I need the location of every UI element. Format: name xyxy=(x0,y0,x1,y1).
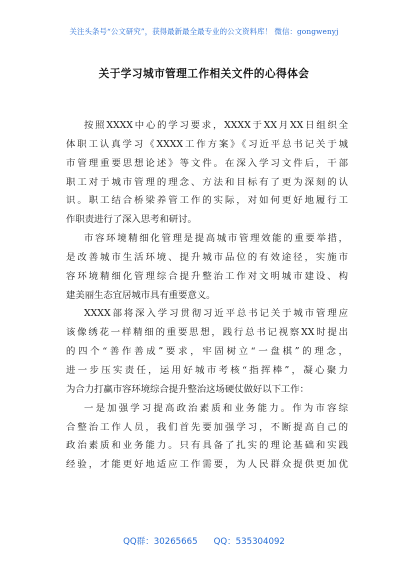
body-line: 政治素质和业务能力。只有具备了扎实的理论基础和实践 xyxy=(66,440,348,452)
body-line: 一是加强学习提高政治素质和业务能力。作为市容综 xyxy=(84,402,348,414)
body-line: 体职工认真学习《XXXX工作方案》《习近平总书记关于城 xyxy=(66,138,348,150)
body-line: 经验，才能更好地适应工作需要，为人民群众提供更加优 xyxy=(66,459,348,471)
body-line: 合整治工作人员，我们首先要加强学习，不断提高自己的 xyxy=(66,421,348,433)
header-banner: 关注头条号“公文研究”，获得最新最全最专业的公文资料库！ 微信：gongwenyj xyxy=(69,27,339,36)
document-title: 关于学习城市管理工作相关文件的心得体会 xyxy=(98,68,310,80)
body-line: 识。职工结合桥梁养管工作的实际，对如何更好地履行工 xyxy=(66,195,348,207)
body-line: 按照XXXX中心的学习要求，XXXX于XX月XX日组织全 xyxy=(84,120,348,131)
body-line: 职工对于城市管理的理念、方法和目标有了更为深刻的认 xyxy=(66,176,348,188)
body-line: 为合力打赢市容环境综合提升整治这场硬仗做好以下工作： xyxy=(66,383,309,395)
footer-contact xyxy=(0,535,408,547)
body-line: 的四个“善作善成”要求，牢固树立“一盘棋”的理念， xyxy=(66,346,348,358)
body-line: 市管理重要思想论述》等文件。在深入学习文件后，干部 xyxy=(66,157,348,169)
footer-qq-number: QQ：535304092 xyxy=(213,537,285,547)
body-line: XXXX部将深入学习贯彻习近平总书记关于城市管理应 xyxy=(84,308,348,320)
footer-qq-group: QQ群：30265665 xyxy=(123,537,198,547)
body-line: 进一步压实责任，运用好城市考核“指挥棒”，凝心聚力 xyxy=(66,364,348,376)
body-line: 该像绣花一样精细的重要思想，践行总书记视察XX时提出 xyxy=(66,327,348,339)
body-line: 建美丽生态宜居城市具有重要意义。 xyxy=(66,289,216,301)
document-body xyxy=(66,117,348,475)
body-line: 市容环境精细化管理是提高城市管理效能的重要举措， xyxy=(84,233,348,245)
body-line: 是改善城市生活环境、提升城市品位的有效途径，实施市 xyxy=(66,251,348,263)
body-line: 容环境精细化管理综合提升整治工作对文明城市建设、构 xyxy=(66,270,348,282)
body-line: 作职责进行了深入思考和研讨。 xyxy=(66,214,197,226)
